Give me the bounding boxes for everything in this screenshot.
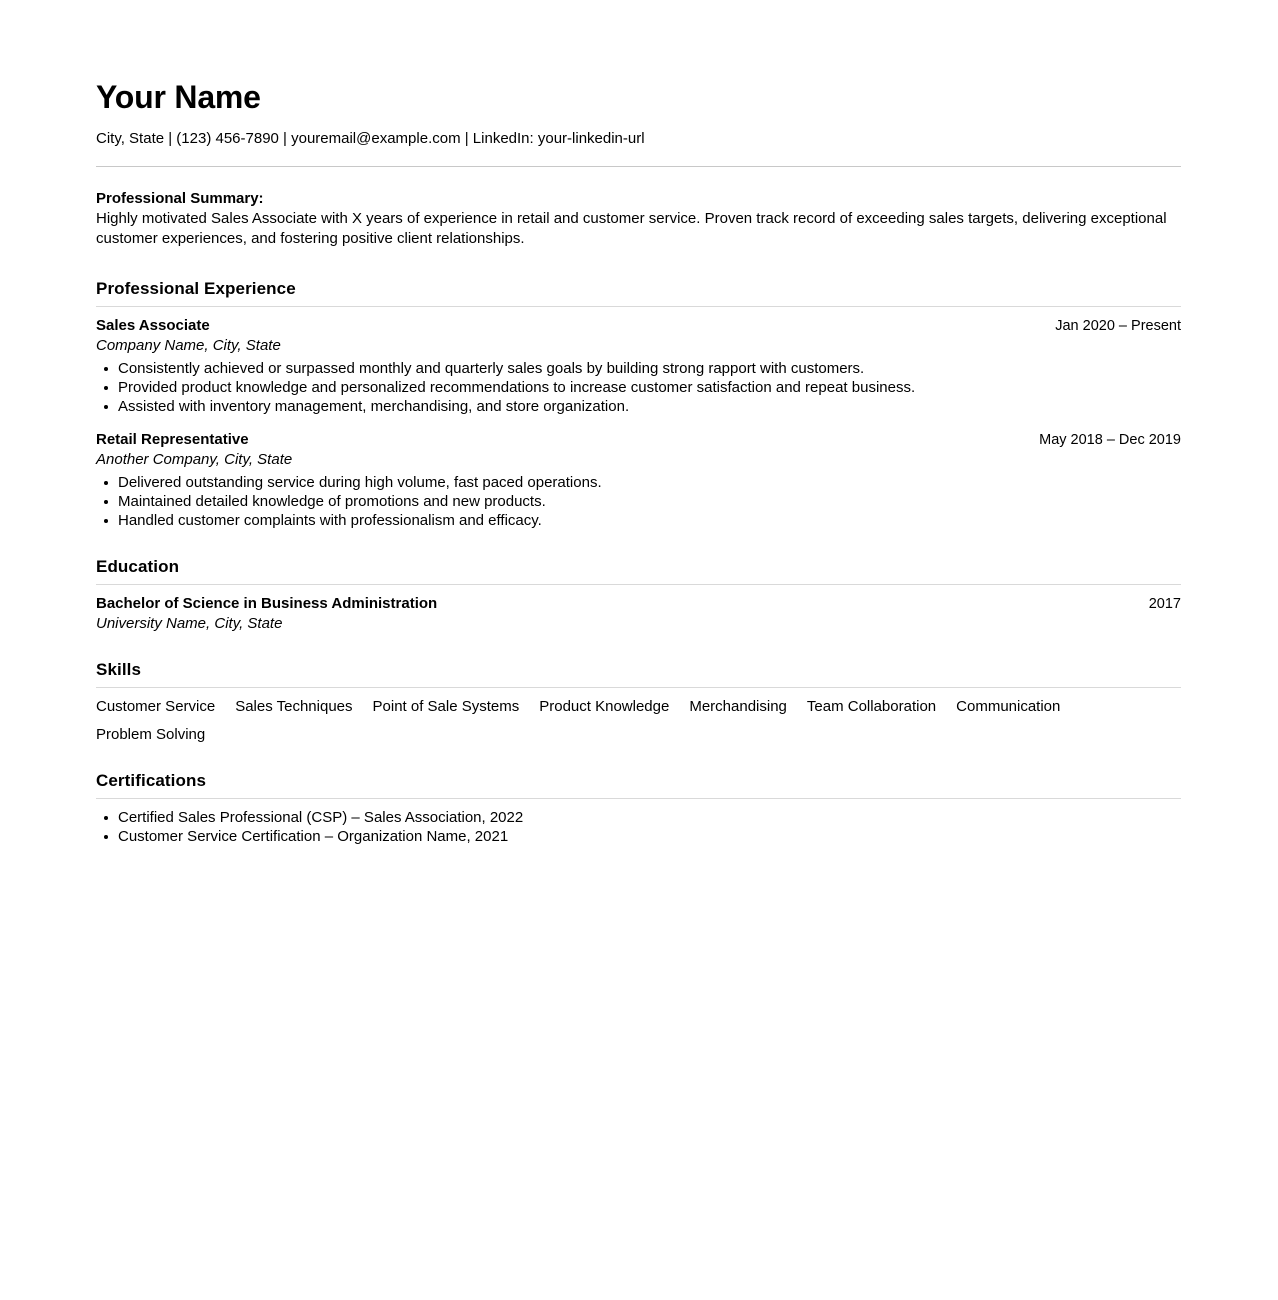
skill-item: Merchandising <box>689 698 787 715</box>
skill-item: Product Knowledge <box>539 698 670 715</box>
skills-section-title: Skills <box>96 660 142 679</box>
job-bullet: Consistently achieved or surpassed monthly and quarterly sales goals by building strong rapport with customers. <box>96 359 1181 378</box>
resume-header <box>96 78 1181 167</box>
skills-divider <box>96 687 1181 688</box>
job-title: Retail Representative <box>96 431 249 448</box>
certifications-list <box>96 808 1181 846</box>
job-bullets <box>96 473 1181 530</box>
skill-item: Team Collaboration <box>806 698 937 715</box>
job-bullet: Maintained detailed knowledge of promotions and new products. <box>96 492 1181 511</box>
certification-item: Certified Sales Professional (CSP) – Sales Association, 2022 <box>96 808 1181 827</box>
experience-entry <box>96 430 1181 530</box>
summary-label: Professional Summary: <box>96 190 264 207</box>
certifications-section <box>96 770 1181 846</box>
skill-item: Communication <box>956 698 1061 715</box>
professional-summary-section <box>96 189 1181 248</box>
education-entry-header <box>96 594 1181 614</box>
job-bullets <box>96 359 1181 416</box>
header-divider <box>96 166 1181 167</box>
skill-item: Sales Techniques <box>235 698 353 715</box>
degree-title: Bachelor of Science in Business Administration <box>96 595 438 612</box>
summary-text: Highly motivated Sales Associate with X years of experience in retail and customer service. Proven track record of exceeding sales targets, delivering exceptional customer experiences, and fostering positive client relationships. <box>96 210 1167 247</box>
skill-item: Point of Sale Systems <box>372 698 520 715</box>
contact-line: City, State | (123) 456-7890 | youremail@example.com | LinkedIn: your-linkedin-url <box>96 130 645 147</box>
certifications-divider <box>96 798 1181 799</box>
job-bullet: Delivered outstanding service during high volume, fast paced operations. <box>96 473 1181 492</box>
resume-document <box>96 78 1181 846</box>
job-dates: Jan 2020 – Present <box>1055 318 1181 334</box>
job-company: Company Name, City, State <box>96 337 281 354</box>
certifications-section-title: Certifications <box>96 771 207 790</box>
education-divider <box>96 584 1181 585</box>
experience-entries <box>96 316 1181 530</box>
job-bullet: Assisted with inventory management, merchandising, and store organization. <box>96 397 1181 416</box>
job-company: Another Company, City, State <box>96 451 293 468</box>
experience-entry <box>96 316 1181 416</box>
experience-section <box>96 278 1181 530</box>
skill-item: Customer Service <box>96 698 216 715</box>
candidate-name: Your Name <box>96 79 261 115</box>
job-dates: May 2018 – Dec 2019 <box>1039 432 1181 448</box>
job-bullet: Provided product knowledge and personalized recommendations to increase customer satisfaction and repeat business. <box>96 378 1181 397</box>
skill-item: Problem Solving <box>96 726 206 743</box>
job-bullet: Handled customer complaints with professionalism and efficacy. <box>96 511 1181 530</box>
experience-entry-header <box>96 430 1181 450</box>
job-title: Sales Associate <box>96 317 210 334</box>
school-name: University Name, City, State <box>96 615 283 632</box>
education-section <box>96 556 1181 633</box>
education-section-title: Education <box>96 557 180 576</box>
degree-date: 2017 <box>1148 596 1181 612</box>
experience-section-title: Professional Experience <box>96 279 296 298</box>
certification-item: Customer Service Certification – Organization Name, 2021 <box>96 827 1181 846</box>
education-entry <box>96 594 1181 633</box>
skills-section <box>96 659 1181 744</box>
skills-list <box>96 697 1181 744</box>
experience-divider <box>96 306 1181 307</box>
experience-entry-header <box>96 316 1181 336</box>
